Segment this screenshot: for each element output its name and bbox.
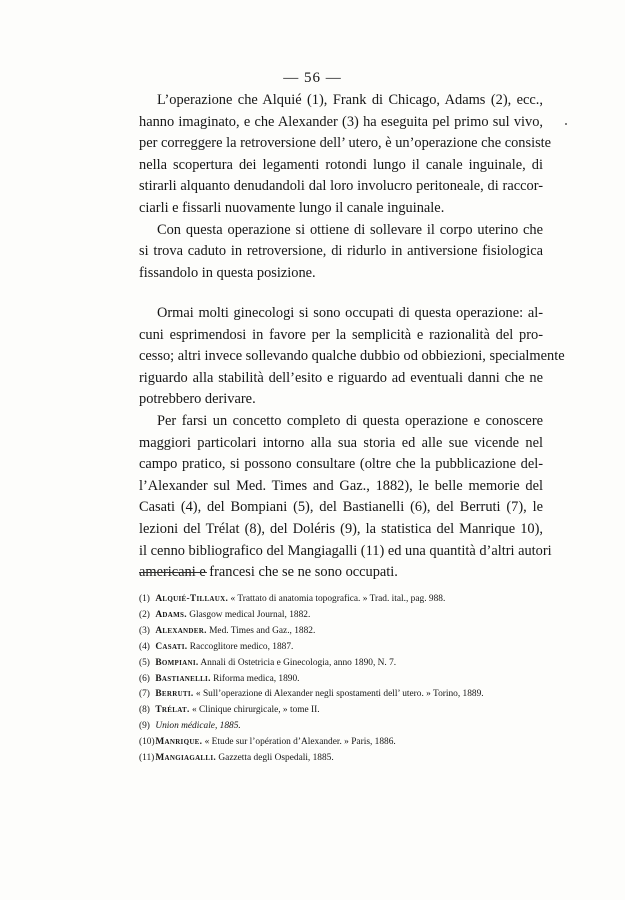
footnote-author: Manrique. bbox=[155, 737, 203, 748]
text-line: il cenno bibliografico del Mangiagalli (11) ed una quantità d’altri autori bbox=[139, 542, 552, 559]
footnote bbox=[139, 624, 559, 640]
footnote-author: Alexander. bbox=[155, 625, 207, 636]
text-line: potrebbero derivare. bbox=[139, 391, 256, 408]
footnote-number: (6) bbox=[139, 673, 150, 684]
paragraph-1 bbox=[139, 90, 552, 220]
footnote-number: (9) bbox=[139, 721, 150, 732]
footnote-author: Mangiagalli. bbox=[155, 753, 217, 764]
footnote-author: Bastianelli. bbox=[155, 673, 211, 684]
footnote-number: (3) bbox=[139, 625, 150, 636]
footnote-author: Trélat. bbox=[155, 705, 190, 716]
text-line: lezioni del Trélat (8), del Doléris (9), la statistica del Manrique 10), bbox=[139, 520, 543, 537]
footnote-separator bbox=[139, 572, 207, 573]
footnote bbox=[139, 687, 559, 703]
paragraph-2 bbox=[139, 220, 543, 285]
footnote-number: (8) bbox=[139, 705, 150, 716]
text-line: stirarli alquanto denudandoli dal loro involucro peritoneale, di raccor- bbox=[139, 178, 543, 195]
footnote-number: (1) bbox=[139, 594, 150, 604]
footnote-text: « Clinique chirurgicale, » tome II. bbox=[189, 705, 320, 716]
text-line: si trova caduto in retroversione, di ridurlo in antiversione fisiologica bbox=[139, 243, 543, 260]
footnote bbox=[139, 719, 559, 735]
footnote-author: Bompiani. bbox=[155, 657, 199, 668]
footnote bbox=[139, 640, 559, 656]
footnote bbox=[139, 735, 559, 751]
footnote-text: Raccoglitore medico, 1887. bbox=[187, 641, 294, 652]
text-line: cuni esprimendosi in favore per la semplicità e razionalità del pro- bbox=[139, 326, 543, 343]
footnote-text: Gazzetta degli Ospedali, 1885. bbox=[216, 753, 334, 764]
footnote bbox=[139, 703, 559, 719]
footnote-author: Berruti. bbox=[155, 689, 194, 700]
footnote-text: Med. Times and Gaz., 1882. bbox=[206, 625, 316, 636]
text-line: Ormai molti ginecologi si sono occupati di questa operazione: al- bbox=[157, 305, 543, 321]
text-line: maggiori particolari intorno alla sua storia ed alle sue vicende nel bbox=[139, 434, 543, 451]
text-line: americani e francesi che se ne sono occupati. bbox=[139, 564, 398, 581]
footnote-number: (5) bbox=[139, 657, 150, 668]
text-block-upper bbox=[139, 90, 552, 284]
footnotes bbox=[139, 592, 559, 767]
text-line: per correggere la retroversione dell’ utero, è un’operazione che consiste bbox=[139, 135, 552, 152]
text-line: L’operazione che Alquié (1), Frank di Chicago, Adams (2), ecc., bbox=[157, 92, 543, 108]
footnote-text: « Sull’operazione di Alexander negli spostamenti dell’ utero. » Torino, 1889. bbox=[193, 689, 484, 700]
text-line: Per farsi un concetto completo di questa operazione e conoscere bbox=[157, 412, 543, 429]
text-line: ciarli e fissarli nuovamente lungo il canale inguinale. bbox=[139, 199, 445, 216]
footnote-text: Union médicale, 1885. bbox=[155, 721, 241, 732]
text-line: nella scopertura dei legamenti rotondi lungo il canale inguinale, di bbox=[139, 156, 543, 173]
footnote-number: (10) bbox=[139, 737, 155, 748]
text-line: Casati (4), del Bompiani (5), del Bastianelli (6), del Berruti (7), le bbox=[139, 499, 543, 516]
footnote bbox=[139, 608, 559, 624]
text-line: cesso; altri invece sollevando qualche dubbio od obbiezioni, specialmente bbox=[139, 348, 565, 365]
text-line: hanno imaginato, e che Alexander (3) ha eseguita pel primo sul vivo, bbox=[139, 113, 543, 130]
paragraph-3 bbox=[139, 303, 565, 411]
footnote-author: Adams. bbox=[155, 609, 187, 620]
paragraph-4 bbox=[139, 411, 552, 584]
footnote-text: Riforma medica, 1890. bbox=[210, 673, 300, 684]
page-number: — 56 — bbox=[283, 70, 342, 86]
footnote-author: Casati. bbox=[155, 641, 188, 652]
footnote-number: (2) bbox=[139, 609, 150, 620]
footnote-author: Alquié-Tillaux. bbox=[155, 594, 229, 604]
footnote-number: (7) bbox=[139, 689, 150, 700]
text-line: campo pratico, si possono consultare (oltre che la pubblicazione del- bbox=[139, 456, 543, 473]
footnote bbox=[139, 656, 559, 672]
text-block-lower bbox=[139, 303, 565, 584]
text-line: Con questa operazione si ottiene di sollevare il corpo uterino che bbox=[157, 221, 543, 238]
margin-mark bbox=[565, 123, 567, 125]
text-line: fissandolo in questa posizione. bbox=[139, 264, 316, 281]
footnote-text: Annali di Ostetricia e Ginecologia, anno 1890, N. 7. bbox=[198, 657, 397, 668]
footnote-text: « Trattato di anatomia topografica. » Trad. ital., pag. 988. bbox=[228, 594, 446, 604]
footnote bbox=[139, 672, 559, 688]
footnote-number: (11) bbox=[139, 753, 155, 764]
footnote bbox=[139, 751, 559, 767]
text-line: riguardo alla stabilità dell’esito e riguardo ad eventuali danni che ne bbox=[139, 369, 543, 386]
footnote-number: (4) bbox=[139, 641, 150, 652]
footnote-text: « Etude sur l’opération d’Alexander. » Paris, 1886. bbox=[202, 737, 396, 748]
text-line: l’Alexander sul Med. Times and Gaz., 1882), le belle memorie del bbox=[139, 477, 543, 494]
footnote bbox=[139, 592, 559, 608]
footnote-text: Glasgow medical Journal, 1882. bbox=[186, 609, 311, 620]
